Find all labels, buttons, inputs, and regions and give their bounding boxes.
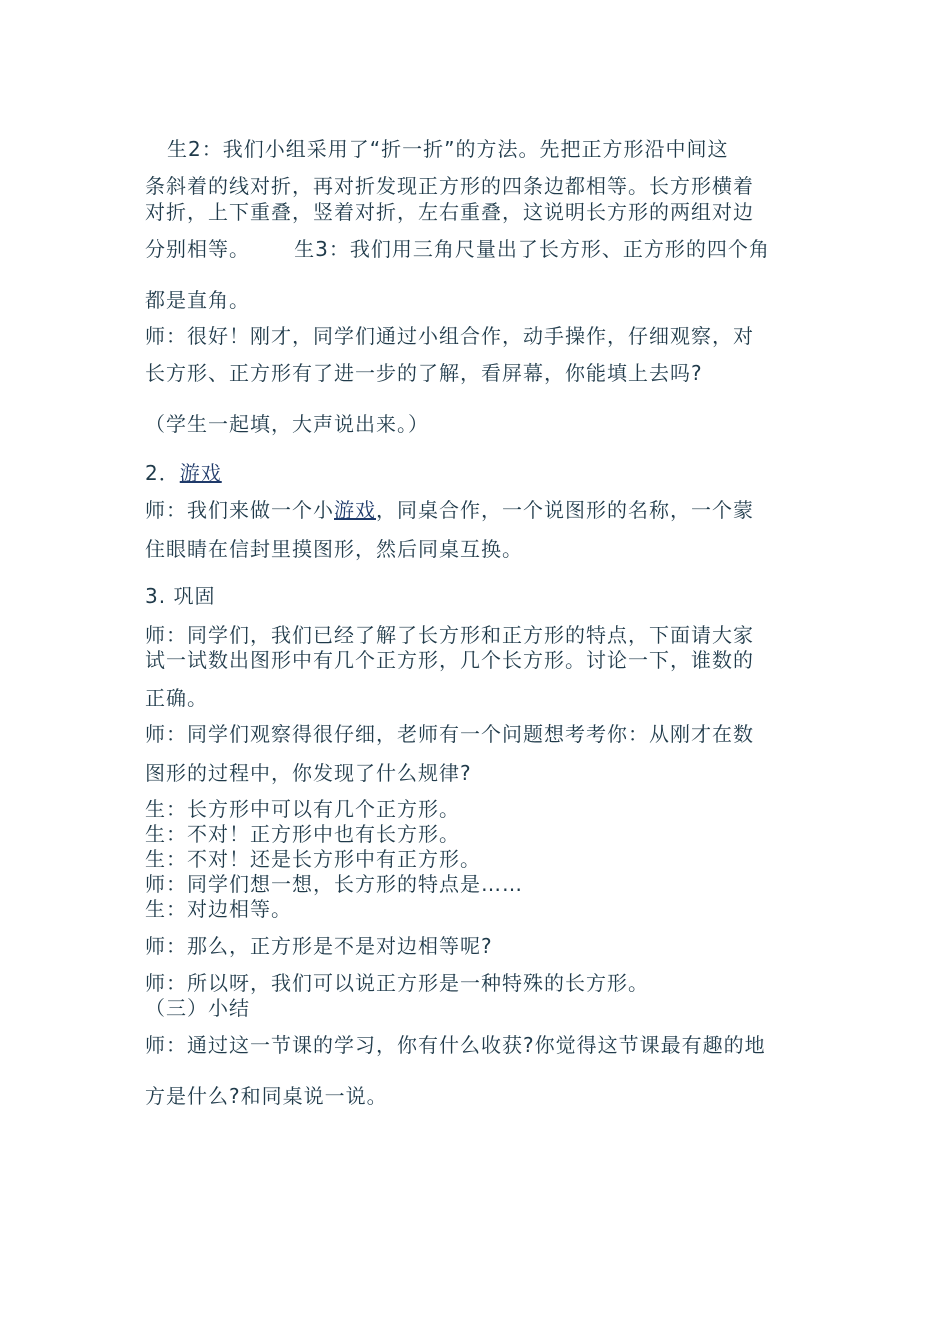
text-line: （学生一起填，大声说出来。） [145, 412, 429, 436]
text-segment: ，同桌合作，一个说图形的名称，一个蒙 [376, 498, 754, 522]
section-heading: （三）小结 [145, 996, 250, 1020]
text-line [145, 498, 754, 522]
game-link-inline[interactable]: 游戏 [334, 498, 376, 522]
text-line: 生：对边相等。 [145, 897, 292, 921]
text-line: 试一试数出图形中有几个正方形，几个长方形。讨论一下，谁数的 [145, 648, 754, 672]
text-line: 住眼睛在信封里摸图形，然后同桌互换。 [145, 537, 523, 561]
text-line: 生：长方形中可以有几个正方形。 [145, 797, 460, 821]
text-line: 都是直角。 [145, 288, 250, 312]
game-link[interactable]: 游戏 [179, 461, 222, 485]
text-line: 生：不对！还是长方形中有正方形。 [145, 847, 481, 871]
text-line: 师：很好！刚才，同学们通过小组合作，动手操作，仔细观察，对 [145, 324, 754, 348]
text-line: 正确。 [145, 686, 208, 710]
text-line: 师：同学们观察得很仔细，老师有一个问题想考考你：从刚才在数 [145, 722, 754, 746]
text-line: 师：通过这一节课的学习，你有什么收获?你觉得这节课最有趣的地 [145, 1033, 766, 1057]
text-line: 长方形、正方形有了进一步的了解，看屏幕，你能填上去吗? [145, 361, 703, 385]
text-line: 师：同学们，我们已经了解了长方形和正方形的特点，下面请大家 [145, 623, 754, 647]
text-line: 师：所以呀，我们可以说正方形是一种特殊的长方形。 [145, 971, 649, 995]
text-line: 师：同学们想一想，长方形的特点是…… [145, 872, 523, 896]
section-heading: 3. 巩固 [145, 584, 216, 608]
text-line: 图形的过程中，你发现了什么规律? [145, 761, 472, 785]
text-line: 条斜着的线对折，再对折发现正方形的四条边都相等。长方形横着 [145, 174, 754, 198]
text-line: 师：那么，正方形是不是对边相等呢? [145, 934, 493, 958]
text-line: 生：不对！正方形中也有长方形。 [145, 822, 460, 846]
text-line: 生2：我们小组采用了“折一折”的方法。先把正方形沿中间这 [167, 137, 729, 161]
text-line: 对折，上下重叠，竖着对折，左右重叠，这说明长方形的两组对边 [145, 200, 754, 224]
section-heading [145, 461, 222, 485]
text-line: 分别相等。 生3：我们用三角尺量出了长方形、正方形的四个角 [145, 237, 770, 261]
text-line: 方是什么?和同桌说一说。 [145, 1084, 388, 1108]
text-segment: 师：我们来做一个小 [145, 498, 334, 522]
section-number: 2． [145, 461, 180, 485]
